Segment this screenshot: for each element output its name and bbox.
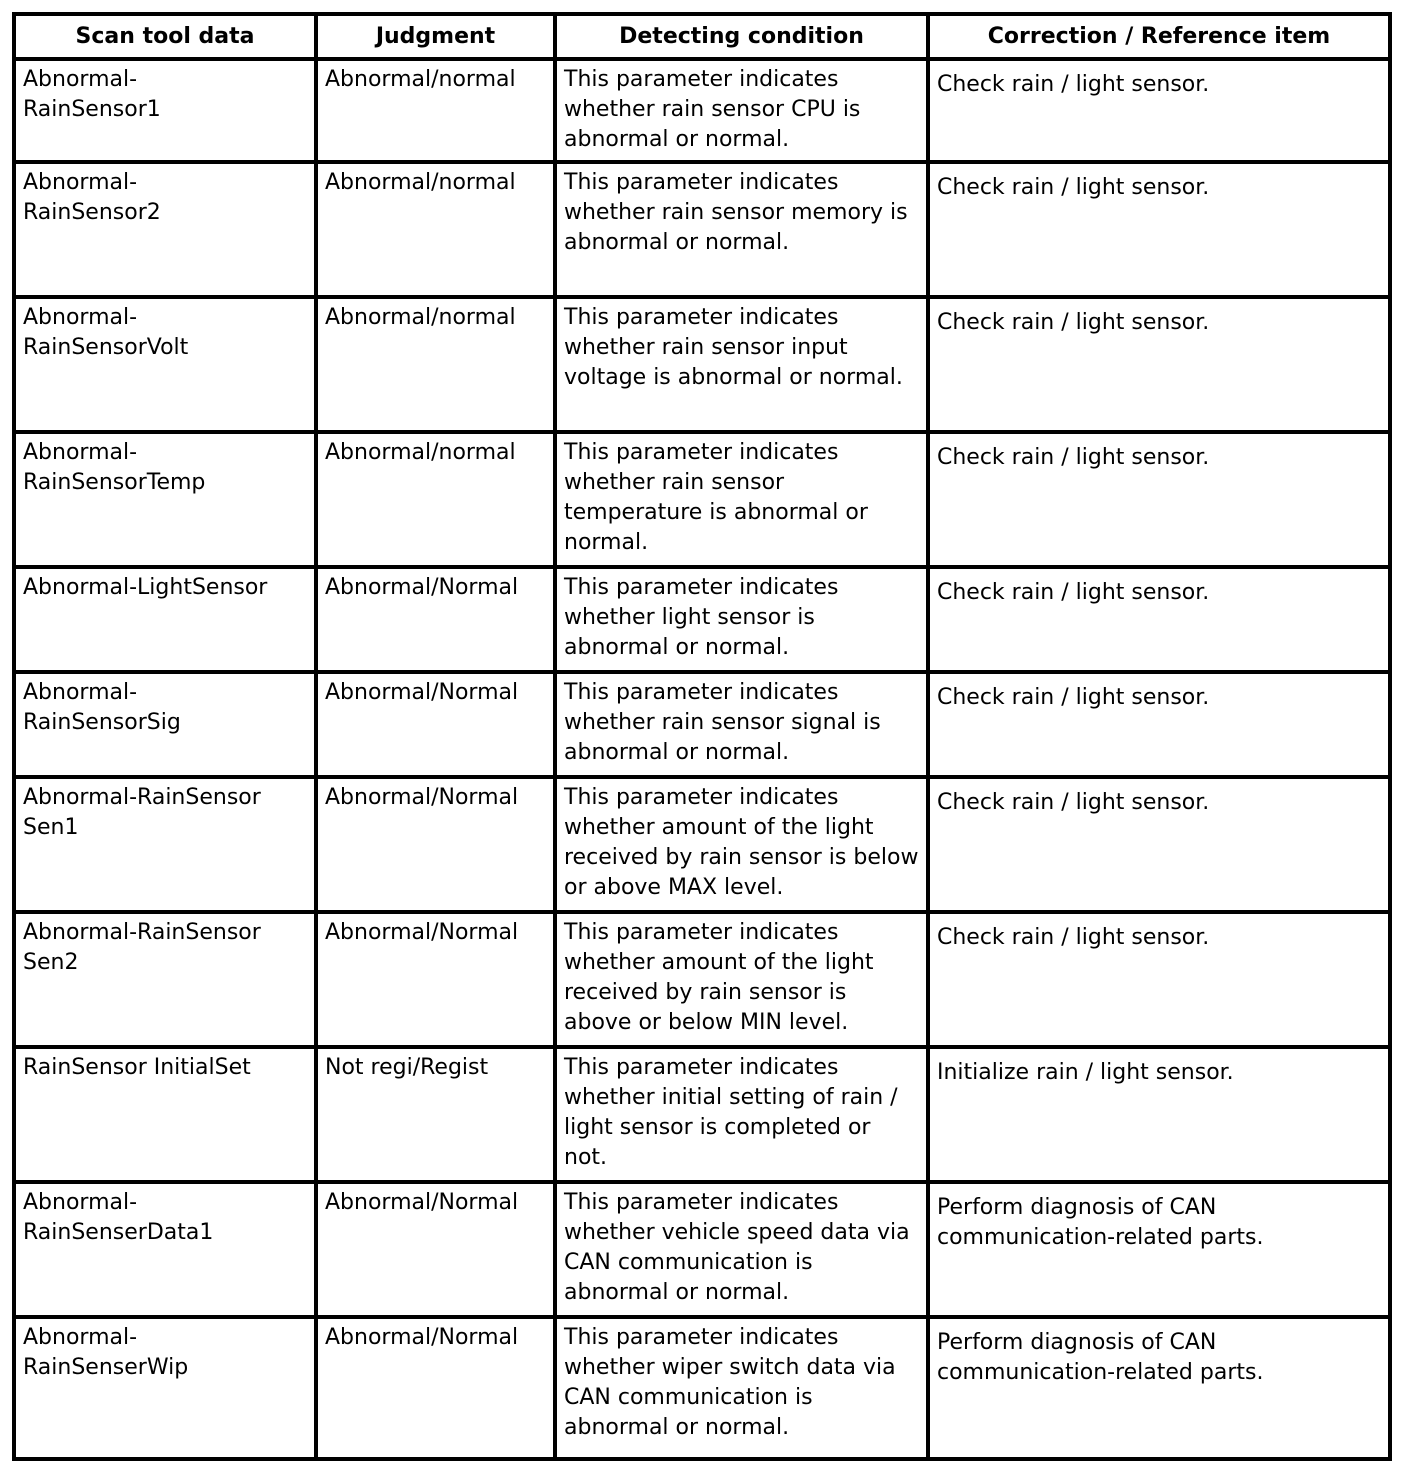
judgment-cell: Abnormal/normal [316, 297, 555, 432]
scan-tool-data-cell: Abnormal- RainSensorVolt [14, 297, 316, 432]
table-row [14, 162, 1390, 297]
table-row [14, 297, 1390, 432]
table-row [14, 1047, 1390, 1182]
detecting-condition-cell: This parameter indicates whether vehicle speed data via CAN communication is abnormal or normal. [555, 1182, 928, 1317]
detecting-condition-cell: This parameter indicates whether rain sensor input voltage is abnormal or normal. [555, 297, 928, 432]
detecting-condition-cell: This parameter indicates whether amount of the light received by rain sensor is below or above MAX level. [555, 777, 928, 912]
scan-tool-data-cell: Abnormal-RainSensor Sen2 [14, 912, 316, 1047]
scan-tool-data-cell: Abnormal- RainSensor1 [14, 59, 316, 162]
table-row [14, 1317, 1390, 1459]
correction-cell: Check rain / light sensor. [928, 162, 1390, 297]
judgment-cell: Abnormal/Normal [316, 1182, 555, 1317]
detecting-condition-cell: This parameter indicates whether rain sensor signal is abnormal or normal. [555, 672, 928, 777]
detecting-condition-cell: This parameter indicates whether light sensor is abnormal or normal. [555, 567, 928, 672]
judgment-cell: Abnormal/Normal [316, 672, 555, 777]
judgment-cell: Not regi/Regist [316, 1047, 555, 1182]
detecting-condition-cell: This parameter indicates whether wiper switch data via CAN communication is abnormal or normal. [555, 1317, 928, 1459]
header-scan-tool-data: Scan tool data [14, 14, 316, 59]
table-row [14, 672, 1390, 777]
detecting-condition-cell: This parameter indicates whether initial setting of rain / light sensor is completed or not. [555, 1047, 928, 1182]
scan-tool-data-cell: Abnormal- RainSensorTemp [14, 432, 316, 567]
header-row [14, 14, 1390, 59]
correction-cell: Check rain / light sensor. [928, 297, 1390, 432]
judgment-cell: Abnormal/Normal [316, 777, 555, 912]
correction-cell: Check rain / light sensor. [928, 567, 1390, 672]
judgment-cell: Abnormal/Normal [316, 912, 555, 1047]
correction-cell: Initialize rain / light sensor. [928, 1047, 1390, 1182]
judgment-cell: Abnormal/Normal [316, 1317, 555, 1459]
scan-tool-data-cell: Abnormal- RainSensor2 [14, 162, 316, 297]
correction-cell: Check rain / light sensor. [928, 672, 1390, 777]
correction-cell: Check rain / light sensor. [928, 59, 1390, 162]
correction-cell: Check rain / light sensor. [928, 432, 1390, 567]
header-detecting-condition: Detecting condition [555, 14, 928, 59]
table-row [14, 777, 1390, 912]
judgment-cell: Abnormal/normal [316, 59, 555, 162]
scan-tool-data-cell: Abnormal-LightSensor [14, 567, 316, 672]
table-row [14, 1182, 1390, 1317]
scan-tool-data-cell: Abnormal- RainSensorSig [14, 672, 316, 777]
table-row [14, 432, 1390, 567]
correction-cell: Perform diagnosis of CAN communication-related parts. [928, 1182, 1390, 1317]
scan-tool-data-cell: RainSensor InitialSet [14, 1047, 316, 1182]
judgment-cell: Abnormal/normal [316, 432, 555, 567]
header-judgment: Judgment [316, 14, 555, 59]
table-row [14, 912, 1390, 1047]
header-correction: Correction / Reference item [928, 14, 1390, 59]
judgment-cell: Abnormal/Normal [316, 567, 555, 672]
correction-cell: Perform diagnosis of CAN communication-related parts. [928, 1317, 1390, 1459]
judgment-cell: Abnormal/normal [316, 162, 555, 297]
scan-tool-data-table [12, 12, 1392, 1461]
detecting-condition-cell: This parameter indicates whether rain sensor CPU is abnormal or normal. [555, 59, 928, 162]
scan-tool-data-cell: Abnormal- RainSenserData1 [14, 1182, 316, 1317]
table-row [14, 59, 1390, 162]
detecting-condition-cell: This parameter indicates whether amount of the light received by rain sensor is above or below MIN level. [555, 912, 928, 1047]
correction-cell: Check rain / light sensor. [928, 777, 1390, 912]
scan-tool-data-cell: Abnormal-RainSensor Sen1 [14, 777, 316, 912]
table-row [14, 567, 1390, 672]
scan-tool-data-cell: Abnormal- RainSenserWip [14, 1317, 316, 1459]
detecting-condition-cell: This parameter indicates whether rain sensor temperature is abnormal or normal. [555, 432, 928, 567]
detecting-condition-cell: This parameter indicates whether rain sensor memory is abnormal or normal. [555, 162, 928, 297]
correction-cell: Check rain / light sensor. [928, 912, 1390, 1047]
